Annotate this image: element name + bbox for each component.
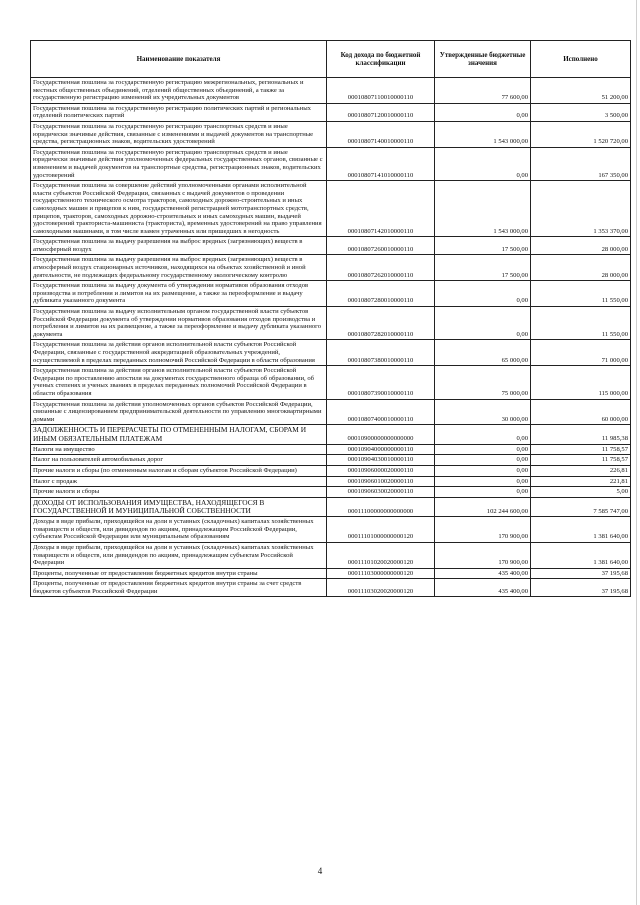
cell-code: 00010807400010000110 [327, 399, 435, 425]
table-row [31, 517, 631, 543]
cell-code: 00011101000000000120 [327, 517, 435, 543]
cell-approved: 170 900,00 [435, 542, 531, 568]
cell-name: Государственная пошлина за совершение действий уполномоченными органами исполнительной власти субъектов Российской Федерации, связанных с выдачей документов о проведении государственного технического осмотра тракторов, самоходных дорожно-строительных и иных самоходных машин и прицепов к ним, государственной регистрацией мототранспортных средств, прицепов, тракторов, самоходных дорожно-строительных и иных самоходных машин, выдачей удостоверений тракториста-машиниста (тракториста), временных удостоверений на право управления самоходными машинами, в том числе взамен утраченных или пришедших в негодность [31, 181, 327, 237]
table-row [31, 542, 631, 568]
table-row [31, 497, 631, 516]
budget-revenue-table [30, 40, 631, 597]
cell-approved: 75 000,00 [435, 366, 531, 399]
cell-name: Государственная пошлина за государственную регистрацию межрегиональных, региональных и местных общественных объединений, отделений общественных объединений, а также за государственную регистрацию изменений их учредительных документов [31, 78, 327, 104]
cell-name: Налог с продаж [31, 476, 327, 487]
table-row [31, 568, 631, 579]
cell-name: Государственная пошлина за выдачу разрешения на выброс вредных (загрязняющих) веществ в атмосферный воздух стационарных источников, находящихся на объектах хозяйственной и иной деятельности, не подлежащих федеральному государственному экологическому контролю [31, 255, 327, 281]
cell-approved: 77 600,00 [435, 78, 531, 104]
cell-code: 00011103020020000120 [327, 579, 435, 597]
table-row [31, 340, 631, 366]
cell-approved: 1 543 000,00 [435, 121, 531, 147]
table-row [31, 281, 631, 307]
cell-approved: 17 500,00 [435, 255, 531, 281]
cell-approved: 0,00 [435, 307, 531, 340]
cell-name: Налог на пользователей автомобильных дорог [31, 455, 327, 466]
cell-executed: 1 353 370,00 [531, 181, 631, 237]
table-row [31, 465, 631, 476]
cell-approved: 0,00 [435, 487, 531, 498]
cell-name: Доходы в виде прибыли, приходящейся на доли в уставных (складочных) капиталах хозяйственных товариществ и обществ, или дивидендов по акциям, принадлежащим Российской Федерации, субъектам Российской Федерации или муниципальным образованиям [31, 517, 327, 543]
table-body [31, 78, 631, 597]
cell-name: ЗАДОЛЖЕННОСТЬ И ПЕРЕРАСЧЕТЫ ПО ОТМЕНЕННЫМ НАЛОГАМ, СБОРАМ И ИНЫМ ОБЯЗАТЕЛЬНЫМ ПЛАТЕЖАМ [31, 425, 327, 444]
cell-code: 00010807142010000110 [327, 181, 435, 237]
cell-name: Государственная пошлина за государственную регистрацию транспортных средств и иные юридически значимые действия уполномоченных федеральных государственных органов, связанные с изменением и выдачей документов на транспортные средства, регистрационных знаков, водительских удостоверений [31, 147, 327, 180]
cell-executed: 226,81 [531, 465, 631, 476]
page-number: 4 [317, 866, 323, 876]
cell-executed: 167 350,00 [531, 147, 631, 180]
cell-approved: 0,00 [435, 465, 531, 476]
cell-approved: 17 500,00 [435, 237, 531, 255]
cell-code: 00011101020020000120 [327, 542, 435, 568]
table-row [31, 307, 631, 340]
header-executed: Исполнено [531, 41, 631, 78]
table-row [31, 425, 631, 444]
cell-executed: 37 195,68 [531, 568, 631, 579]
cell-code: 00010807262010000110 [327, 255, 435, 281]
cell-approved: 1 543 000,00 [435, 181, 531, 237]
cell-executed: 11 550,00 [531, 307, 631, 340]
cell-executed: 11 985,38 [531, 425, 631, 444]
cell-executed: 37 195,68 [531, 579, 631, 597]
cell-code: 00010906000020000110 [327, 465, 435, 476]
cell-executed: 1 381 640,00 [531, 517, 631, 543]
cell-executed: 5,00 [531, 487, 631, 498]
table-row [31, 255, 631, 281]
cell-approved: 0,00 [435, 103, 531, 121]
cell-code: 00010906030020000110 [327, 487, 435, 498]
cell-name: Налоги на имущество [31, 444, 327, 455]
cell-code: 00010906010020000110 [327, 476, 435, 487]
table-row [31, 455, 631, 466]
cell-name: Государственная пошлина за выдачу исполнительным органом государственной власти субъектов Российской Федерации документа об утверждении нормативов образования отходов производства и потребления и лимитов на их размещение, а также за переоформление и выдачу дубликата указанного документа [31, 307, 327, 340]
cell-executed: 11 758,57 [531, 455, 631, 466]
cell-name: Доходы в виде прибыли, приходящейся на доли в уставных (складочных) капиталах хозяйственных товариществ и обществ, или дивидендов по акциям, принадлежащим субъектам Российской Федерации [31, 542, 327, 568]
cell-approved: 435 400,00 [435, 568, 531, 579]
cell-code: 00010807390010000110 [327, 366, 435, 399]
scan-edge [636, 0, 637, 905]
table-row [31, 366, 631, 399]
cell-code: 00010807280010000110 [327, 281, 435, 307]
cell-approved: 0,00 [435, 281, 531, 307]
cell-code: 00010807141010000110 [327, 147, 435, 180]
cell-code: 00010807260010000110 [327, 237, 435, 255]
cell-name: Государственная пошлина за выдачу документа об утверждении нормативов образования отходов производства и потребления и лимитов на их размещение, а также за переоформление и выдачу дубликата указанного документа [31, 281, 327, 307]
cell-executed: 28 000,00 [531, 237, 631, 255]
cell-executed: 115 000,00 [531, 366, 631, 399]
cell-code: 00010904030010000110 [327, 455, 435, 466]
cell-executed: 7 585 747,00 [531, 497, 631, 516]
table-row [31, 579, 631, 597]
cell-code: 00010807140010000110 [327, 121, 435, 147]
cell-executed: 11 550,00 [531, 281, 631, 307]
cell-code: 00010807380010000110 [327, 340, 435, 366]
cell-code: 00010807282010000110 [327, 307, 435, 340]
cell-executed: 51 200,00 [531, 78, 631, 104]
table-row [31, 476, 631, 487]
budget-table-sheet [30, 40, 630, 597]
cell-executed: 11 758,57 [531, 444, 631, 455]
cell-approved: 170 900,00 [435, 517, 531, 543]
cell-approved: 0,00 [435, 425, 531, 444]
cell-approved: 30 000,00 [435, 399, 531, 425]
cell-code: 00011100000000000000 [327, 497, 435, 516]
cell-approved: 0,00 [435, 444, 531, 455]
header-approved: Утвержденные бюджетные значения [435, 41, 531, 78]
header-code: Код дохода по бюджетной классификации [327, 41, 435, 78]
cell-name: Государственная пошлина за действия органов исполнительной власти субъектов Российской Федерации, связанные с государственной аккредитацией образовательных учреждений, осуществляемой в пределах переданных полномочий Российской Федерации в области образования [31, 340, 327, 366]
cell-approved: 0,00 [435, 455, 531, 466]
table-header-row [31, 41, 631, 78]
table-row [31, 121, 631, 147]
cell-executed: 71 000,00 [531, 340, 631, 366]
cell-code: 00011103000000000120 [327, 568, 435, 579]
cell-name: Проценты, полученные от предоставления бюджетных кредитов внутри страны за счет средств бюджетов субъектов Российской Федерации [31, 579, 327, 597]
cell-executed: 60 000,00 [531, 399, 631, 425]
cell-executed: 221,81 [531, 476, 631, 487]
cell-approved: 65 000,00 [435, 340, 531, 366]
header-name: Наименование показателя [31, 41, 327, 78]
cell-executed: 1 381 640,00 [531, 542, 631, 568]
cell-name: Государственная пошлина за выдачу разрешения на выброс вредных (загрязняющих) веществ в атмосферный воздух [31, 237, 327, 255]
cell-name: Прочие налоги и сборы (по отмененным налогам и сборам субъектов Российской Федерации) [31, 465, 327, 476]
cell-executed: 1 520 720,00 [531, 121, 631, 147]
cell-approved: 0,00 [435, 147, 531, 180]
cell-name: Государственная пошлина за действия уполномоченных органов субъектов Российской Федерации, связанные с лицензированием предпринимательской деятельности по управлению многоквартирными домами [31, 399, 327, 425]
cell-executed: 3 500,00 [531, 103, 631, 121]
cell-name: Государственная пошлина за действия органов исполнительной власти субъектов Российской Федерации по проставлению апостиля на документах государственного образца об образовании, об ученых степенях и ученых званиях в пределах переданных полномочий Российской Федерации в области образования [31, 366, 327, 399]
table-row [31, 181, 631, 237]
table-row [31, 237, 631, 255]
cell-approved: 0,00 [435, 476, 531, 487]
cell-name: Государственная пошлина за государственную регистрацию политических партий и региональных отделений политических партий [31, 103, 327, 121]
cell-name: ДОХОДЫ ОТ ИСПОЛЬЗОВАНИЯ ИМУЩЕСТВА, НАХОДЯЩЕГОСЯ В ГОСУДАРСТВЕННОЙ И МУНИЦИПАЛЬНОЙ СОБСТВЕННОСТИ [31, 497, 327, 516]
cell-code: 00010900000000000000 [327, 425, 435, 444]
table-row [31, 147, 631, 180]
cell-executed: 28 000,00 [531, 255, 631, 281]
table-row [31, 444, 631, 455]
cell-name: Государственная пошлина за государственную регистрацию транспортных средств и иные юридически значимые действия, связанные с изменениями и выдачей документов на транспортные средства, регистрационных знаков, водительских удостоверений [31, 121, 327, 147]
cell-code: 00010904000000000110 [327, 444, 435, 455]
table-row [31, 103, 631, 121]
table-row [31, 399, 631, 425]
table-row [31, 78, 631, 104]
cell-approved: 435 400,00 [435, 579, 531, 597]
cell-approved: 102 244 600,00 [435, 497, 531, 516]
cell-code: 00010807110010000110 [327, 78, 435, 104]
cell-code: 00010807120010000110 [327, 103, 435, 121]
table-row [31, 487, 631, 498]
cell-name: Проценты, полученные от предоставления бюджетных кредитов внутри страны [31, 568, 327, 579]
cell-name: Прочие налоги и сборы [31, 487, 327, 498]
